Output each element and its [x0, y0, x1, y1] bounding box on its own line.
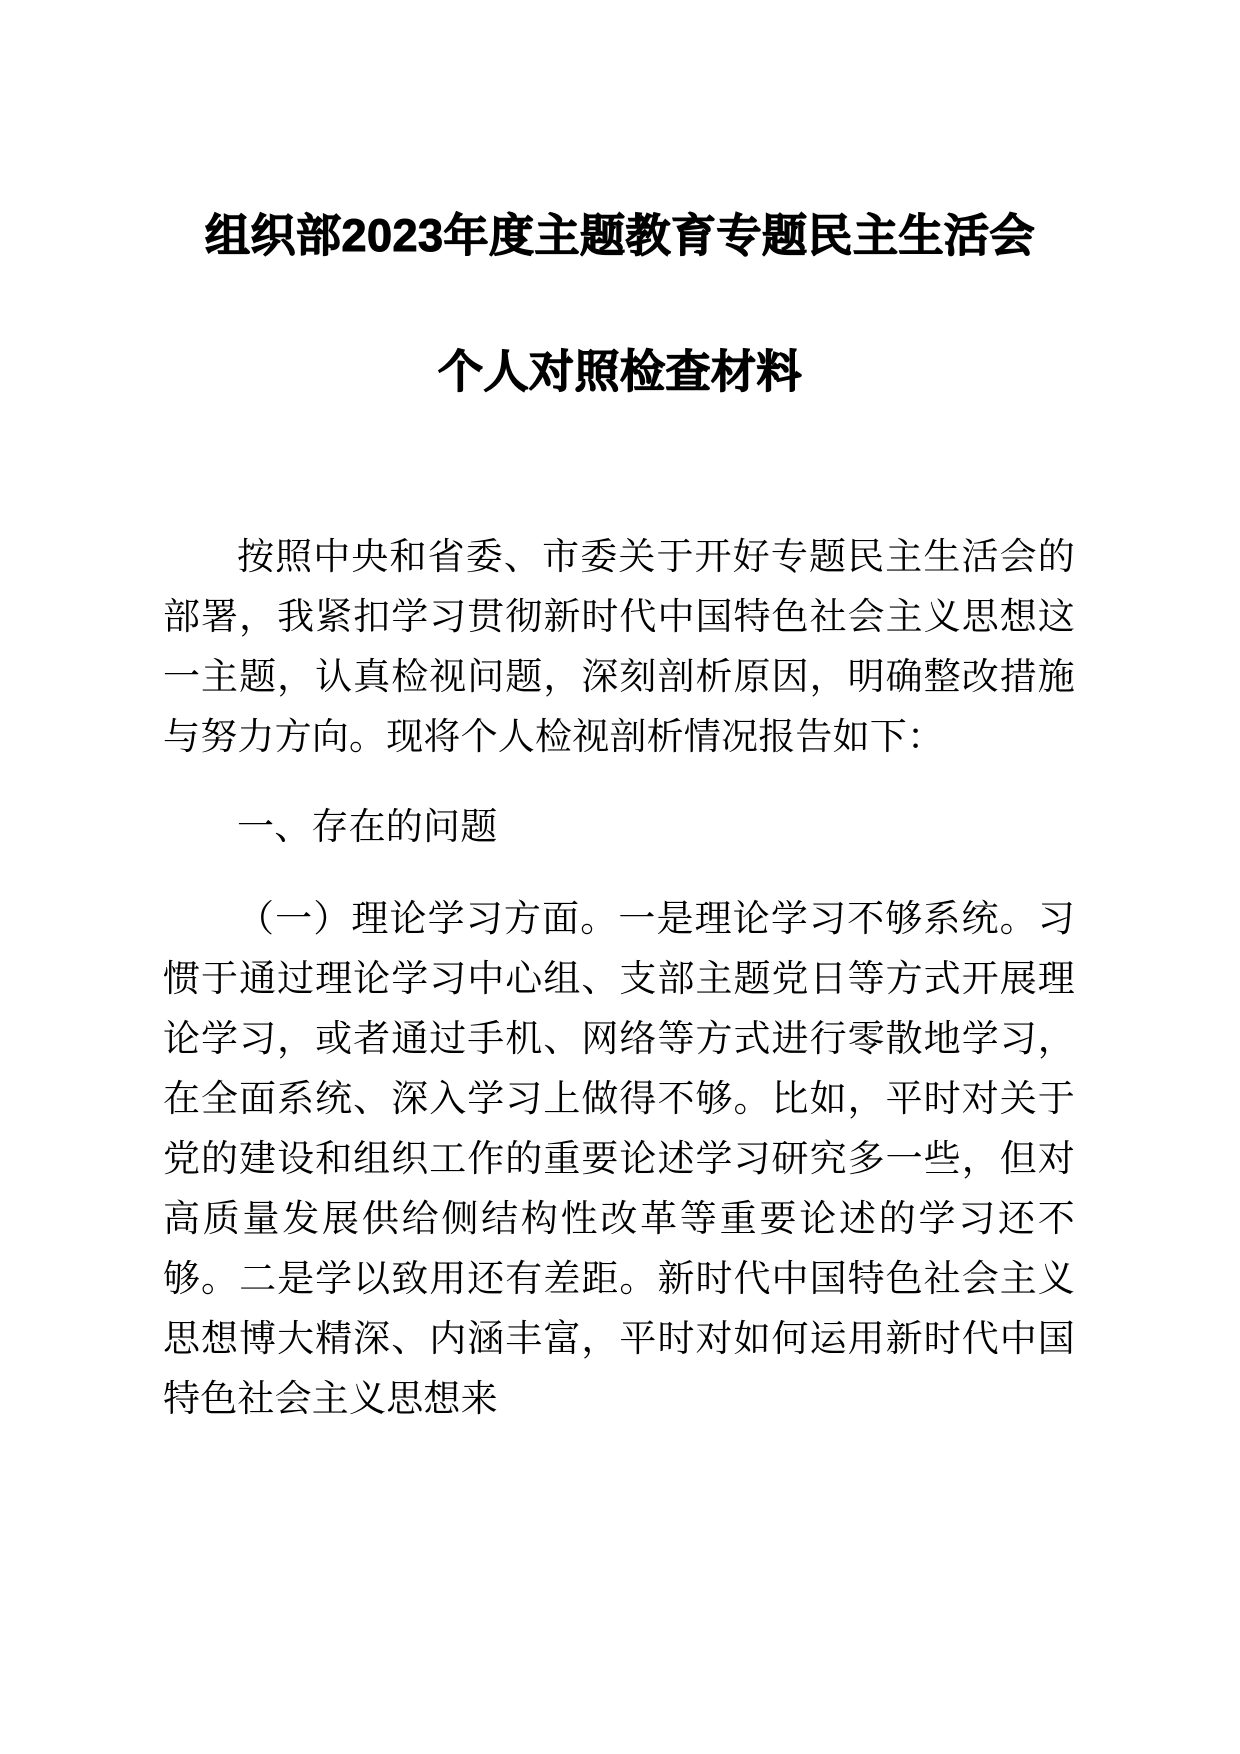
body-paragraph-theory-study: （一）理论学习方面。一是理论学习不够系统。习惯于通过理论学习中心组、支部主题党日等方式开展理论学习，或者通过手机、网络等方式进行零散地学习，在全面系统、深入学习上做得不够。比如，平时对关于党的建设和组织工作的重要论述学习研究多一些，但对高质量发展供给侧结构性改革等重要论述的学习还不够。二是学以致用还有差距。新时代中国特色社会主义思想博大精深、内涵丰富，平时对如何运用新时代中国特色社会主义思想来	[163, 898, 1075, 1419]
body-paragraph-intro: 按照中央和省委、市委关于开好专题民主生活会的部署，我紧扣学习贯彻新时代中国特色社会主义思想这一主题，认真检视问题，深刻剖析原因，明确整改措施与努力方向。现将个人检视剖析情况报告如下：	[163, 536, 1075, 757]
section-heading-existing-problems: 一、存在的问题	[237, 806, 498, 847]
document-title-line-1: 组织部2023年度主题教育专题民主生活会	[204, 210, 1036, 261]
document-title	[0, 168, 1240, 440]
document-title-line-2: 个人对照检查材料	[437, 346, 802, 397]
document-body	[163, 527, 1075, 1429]
